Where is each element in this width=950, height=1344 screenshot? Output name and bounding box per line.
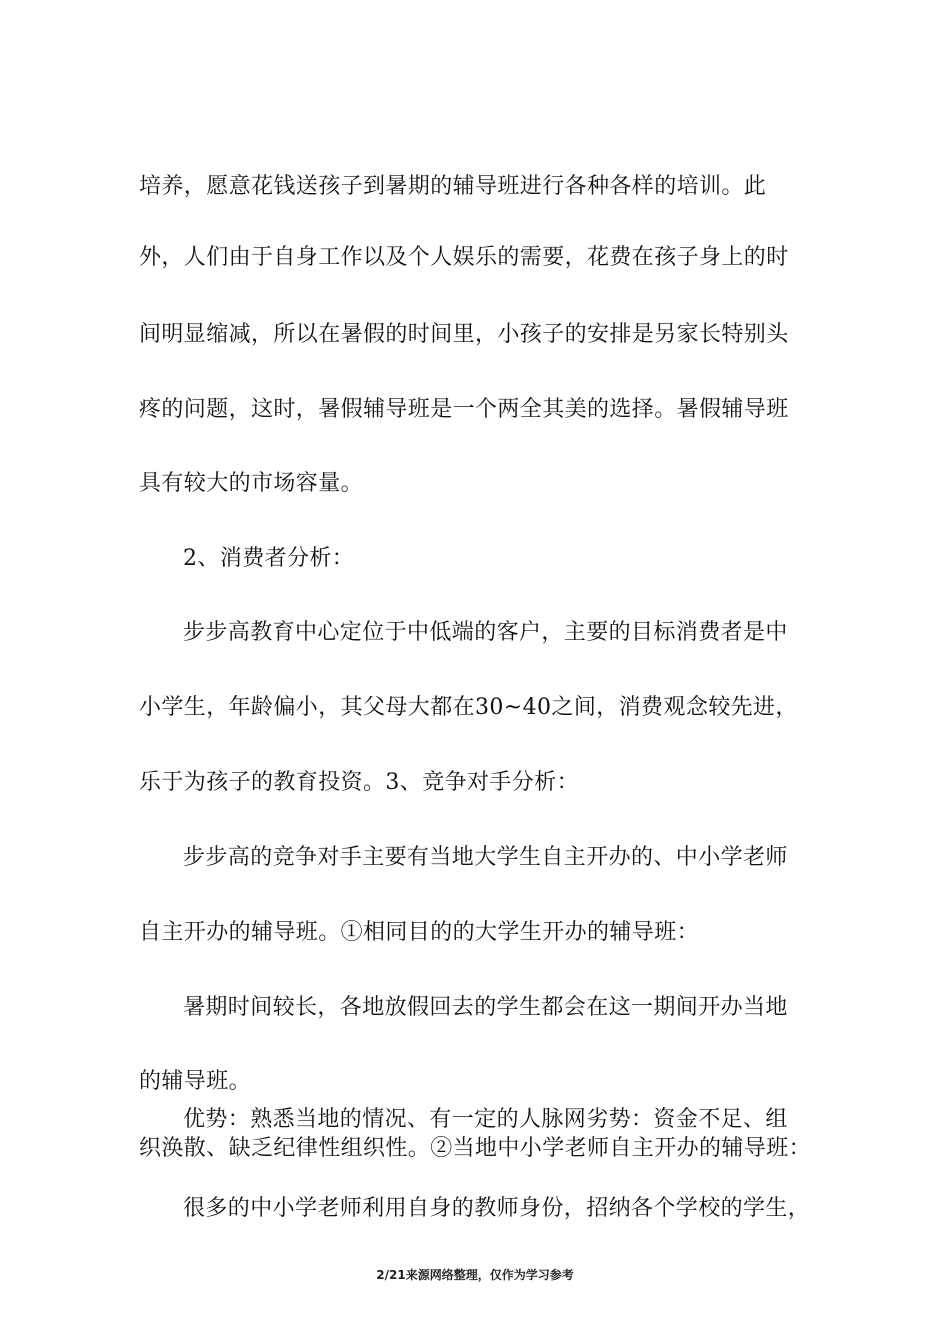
paragraph-line: 织涣散、缺乏纪律性组织性。②当地中小学老师自主开办的辅导班： [139, 1136, 812, 1161]
paragraph-line: 步步高的竞争对手主要有当地大学生自主开办的、中小学老师 [183, 845, 788, 870]
paragraph-line: 疼的问题，这时，暑假辅导班是一个两全其美的选择。暑假辅导班 [139, 397, 789, 422]
paragraph-line: 外，人们由于自身工作以及个人娱乐的需要，花费在孩子身上的时 [139, 245, 789, 270]
paragraph-line: 乐于为孩子的教育投资。3、竞争对手分析： [139, 770, 579, 795]
paragraph-line: 步步高教育中心定位于中低端的客户，主要的目标消费者是中 [183, 620, 788, 645]
paragraph-line: 的辅导班。 [139, 1069, 252, 1094]
page-footer: 2/21来源网络整理，仅作为学习参考 [376, 1268, 574, 1282]
paragraph-line: 间明显缩减，所以在暑假的时间里，小孩子的安排是另家长特别头 [139, 322, 789, 347]
paragraph-line: 暑期时间较长，各地放假回去的学生都会在这一期间开办当地 [183, 995, 788, 1020]
paragraph-line: 很多的中小学老师利用自身的教师身份，招纳各个学校的学生， [183, 1196, 811, 1221]
paragraph-line: 小学生，年龄偏小，其父母大都在30~40之间，消费观念较先进， [139, 695, 798, 720]
paragraph-line: 优势：熟悉当地的情况、有一定的人脉网劣势：资金不足、组 [183, 1107, 788, 1132]
paragraph-line: 具有较大的市场容量。 [139, 471, 364, 496]
section-heading: 2、消费者分析： [183, 546, 355, 571]
paragraph-line: 培养，愿意花钱送孩子到暑期的辅导班进行各种各样的培训。此 [139, 174, 767, 199]
paragraph-line: 自主开办的辅导班。①相同目的的大学生开办的辅导班： [139, 920, 700, 945]
